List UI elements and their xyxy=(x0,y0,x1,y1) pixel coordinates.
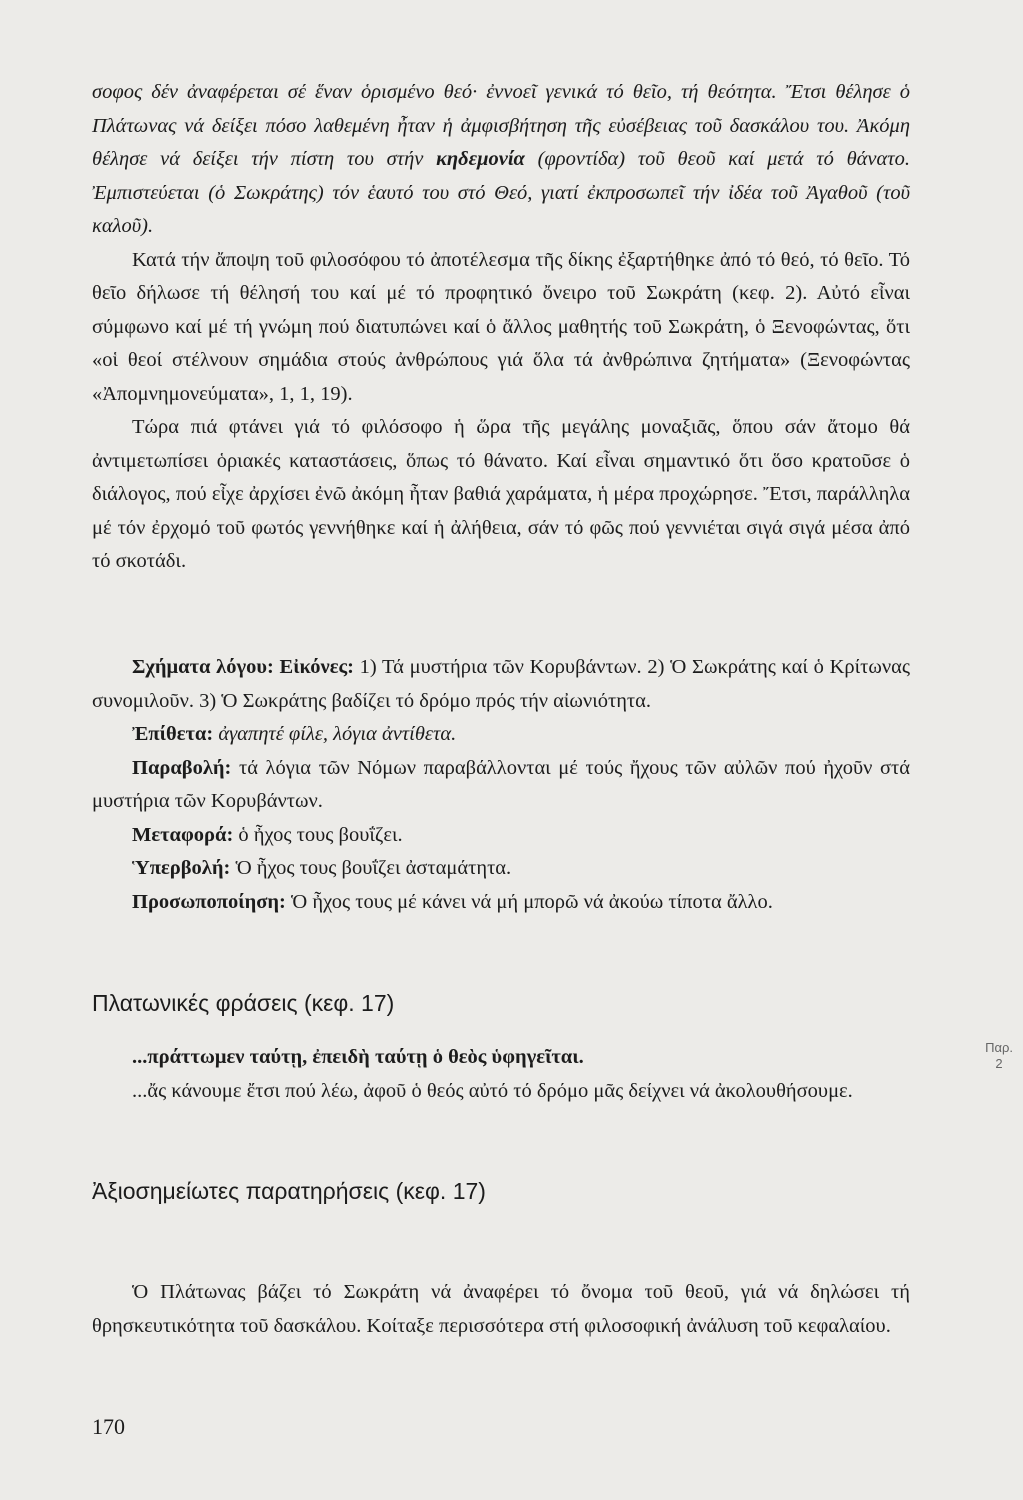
page-number: 170 xyxy=(92,1414,125,1439)
paragraph-2: Κατά τήν ἄποψη τοῦ φιλοσόφου τό ἀποτέλεσμα τῆς δίκης ἐξαρτήθηκε ἀπό τό θεό, τό θεῖο. Τό θεῖο δήλωσε τή θέλησή του καί μέ τό προφητικό ὄνειρο τοῦ Σωκράτη (κεφ. 2). Αὐτό εἶναι σύμφωνο καί μέ τή γνώμη πού διατυπώνει καί ὁ ἄλλος μαθητής τοῦ Σωκράτη, ὁ Ξενοφώντας, ὅτι «οἱ θεοί στέλνουν σημάδια στούς ἀνθρώπους γιά ὅλα τά ἀνθρώπινα ζητήματα» (Ξενοφώντας «Ἀπομνημονεύματα», 1, 1, 19). xyxy=(92,248,910,405)
figure-personification: Προσωποποίηση: Ὁ ἦχος τους μέ κάνει νά μή μπορῶ νά ἀκούω τίποτα ἄλλο. xyxy=(132,890,773,913)
paragraph-3: Τώρα πιά φτάνει γιά τό φιλόσοφο ἡ ὥρα τῆς μεγάλης μοναξιᾶς, ὅπου σάν ἄτομο θά ἀντιμετωπίσει ὁριακές καταστάσεις, ὅπως τό θάνατο. Καί εἶναι σημαντικό ὅτι ὅσο κρατοῦσε ὁ διάλογος, πού εἶχε ἀρχίσει ἐνῶ ἀκόμη ἦταν βαθιά χαράματα, ἡ μέρα προχώρησε. Ἔτσι, παράλληλα μέ τόν ἐρχομό τοῦ φωτός γεννήθηκε καί ἡ ἀλήθεια, σάν τό φῶς πού γεννιέται σιγά σιγά μέσα ἀπό τό σκοτάδι. xyxy=(92,416,910,572)
figure-metaphor: Μεταφορά: ὁ ἦχος τους βουΐζει. xyxy=(132,823,403,846)
heading-remarks: Ἀξιοσημείωτες παρατηρήσεις (κεφ. 17) xyxy=(92,1178,486,1204)
italic-paragraph: σοφος δέν ἀναφέρεται σέ ἕναν ὁρισμένο θεό· ἐννοεῖ γενικά τό θεῖο, τή θεότητα. Ἔτσι θέλησε ὁ Πλάτωνας νά δείξει πόσο λαθεμένη ἦταν ἡ ἀμφισβήτηση τῆς εὐσέβειας τοῦ δασκάλου του. Ἀκόμη θέλησε νά δείξει τήν πίστη του στήν κηδεμονία (φροντίδα) τοῦ θεοῦ καί μετά τό θάνατο. Ἐμπιστεύεται (ὁ Σωκράτης) τόν ἑαυτό του στό Θεό, γιατί ἐκπροσωπεῖ τήν ἰδέα τοῦ Ἀγαθοῦ (τοῦ καλοῦ). xyxy=(92,81,910,237)
platonic-phrases-block xyxy=(92,1041,910,1108)
figure-simile: Παραβολή: τά λόγια τῶν Νόμων παραβάλλονται μέ τούς ἤχους τῶν αὐλῶν πού ἠχοῦν στά μυστήρια τῶν Κορυβάντων. xyxy=(92,756,910,812)
intro-block xyxy=(92,76,910,579)
remarks-block xyxy=(92,1276,910,1343)
greek-phrase: ...πράττωμεν ταύτῃ, ἐπειδὴ ταύτῃ ὁ θεὸς ὑφηγεῖται. xyxy=(132,1046,584,1068)
figure-hyperbole: Ὑπερβολή: Ὁ ἦχος τους βουΐζει ἀσταμάτητα. xyxy=(132,857,512,879)
bold-term: κηδεμονία xyxy=(436,148,525,170)
figure-images: Σχήματα λόγου: Εἰκόνες: 1) Τά μυστήρια τῶν Κορυβάντων. 2) Ὁ Σωκράτης καί ὁ Κρίτωνας συνομιλοῦν. 3) Ὁ Σωκράτης βαδίζει τό δρόμο πρός τήν αἰωνιότητα. xyxy=(92,656,910,712)
heading-platonic-phrases: Πλατωνικές φράσεις (κεφ. 17) xyxy=(92,990,395,1016)
figure-epithets: Ἐπίθετα: ἀγαπητέ φίλε, λόγια ἀντίθετα. xyxy=(132,723,457,745)
remarks-text: Ὁ Πλάτωνας βάζει τό Σωκράτη νά ἀναφέρει τό ὄνομα τοῦ θεοῦ, γιά νά δηλώσει τή θρησκευτικότητα τοῦ δασκάλου. Κοίταξε περισσότερα στή φιλοσοφική ἀνάλυση τοῦ κεφαλαίου. xyxy=(92,1281,910,1337)
phrase-translation: ...ἄς κάνουμε ἔτσι πού λέω, ἀφοῦ ὁ θεός αὐτό τό δρόμο μᾶς δείχνει νά ἀκολουθήσουμε. xyxy=(132,1079,853,1102)
margin-note: Παρ. 2 xyxy=(985,1040,1013,1071)
figures-of-speech xyxy=(92,651,910,919)
